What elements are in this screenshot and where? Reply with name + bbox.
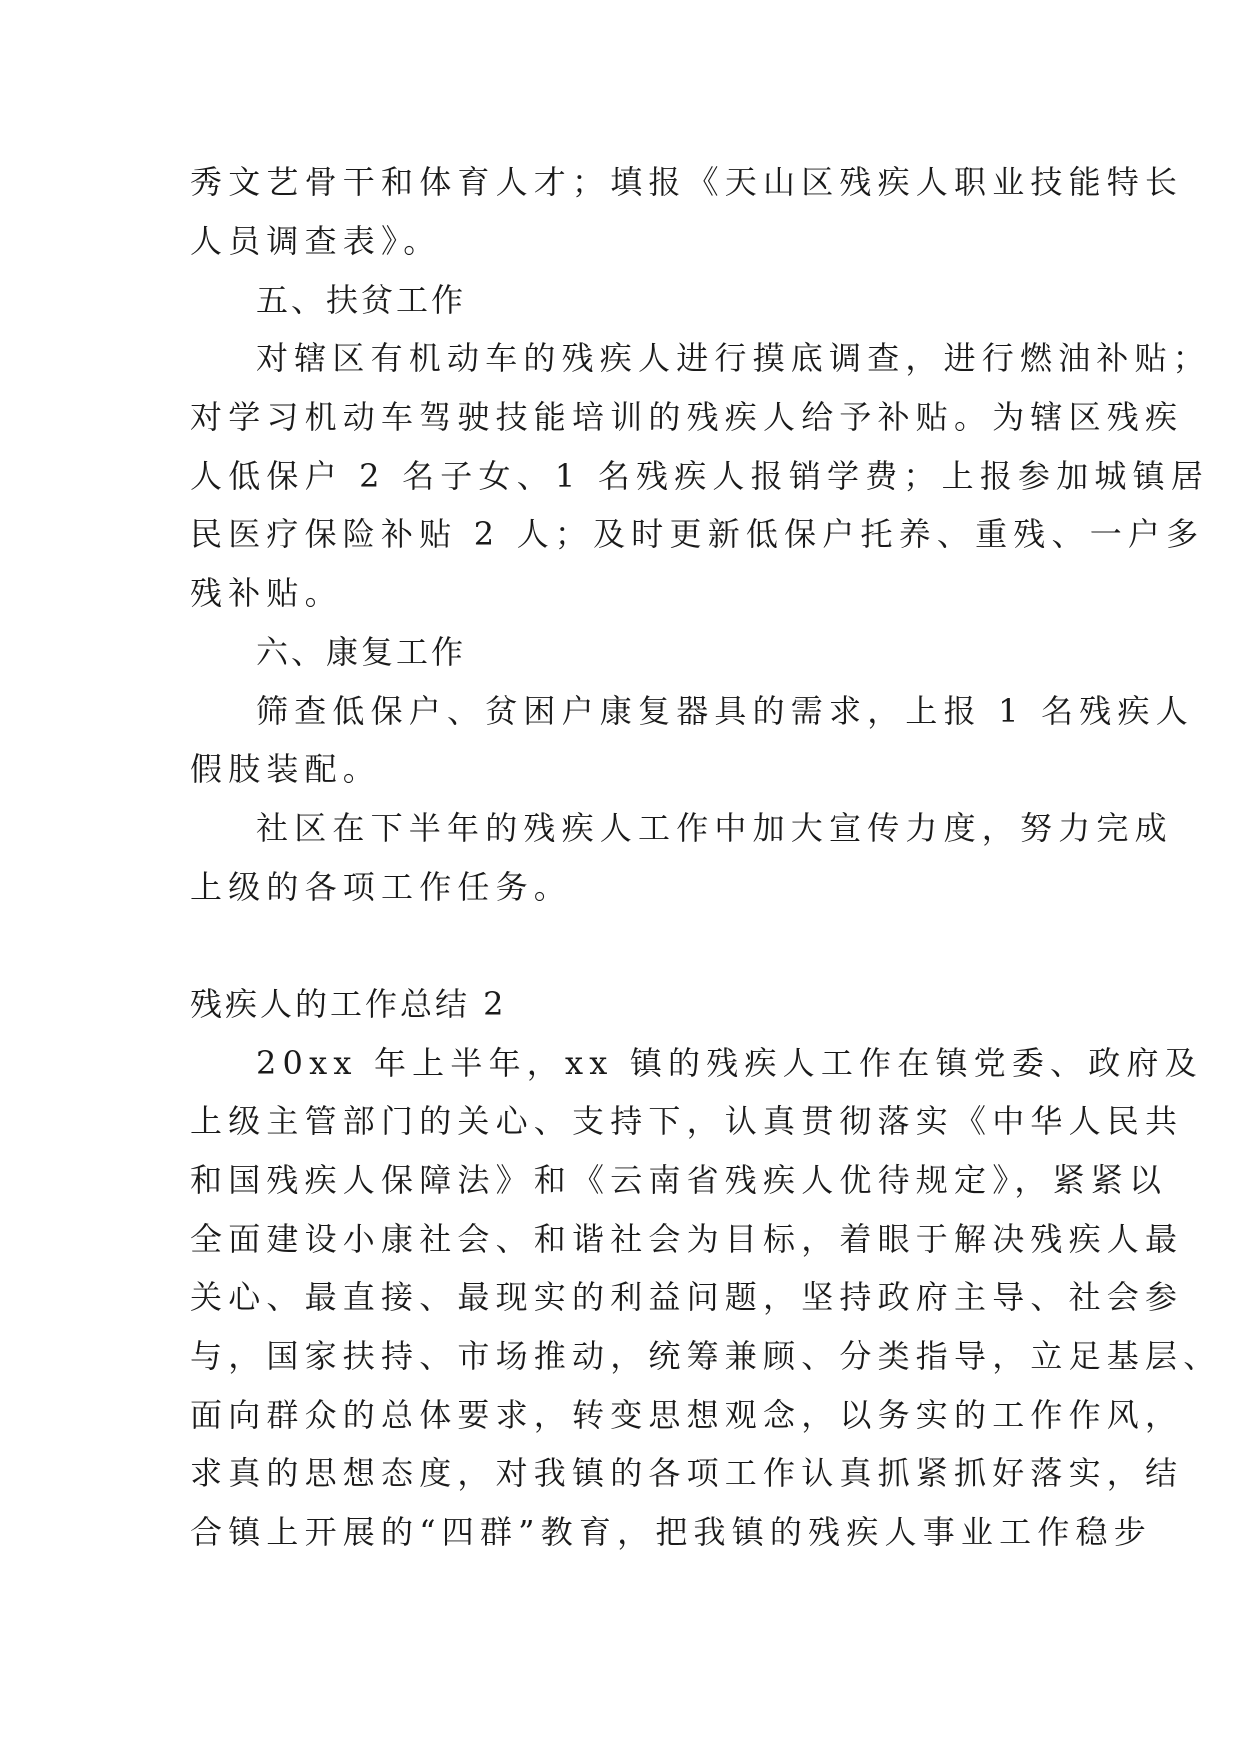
text-line: 民医疗保险补贴 2 人；及时更新低保户托养、重残、一户多	[190, 515, 1205, 553]
section-title: 残疾人的工作总结 2	[190, 985, 507, 1023]
section-heading: 五、扶贫工作	[256, 281, 467, 319]
text-line: 对辖区有机动车的残疾人进行摸底调查，进行燃油补贴；	[256, 339, 1212, 377]
text-line: 人低保户 2 名子女、1 名残疾人报销学费；上报参加城镇居	[190, 457, 1210, 495]
text-line: 求真的思想态度，对我镇的各项工作认真抓紧抓好落实，结	[190, 1454, 1184, 1492]
text-line: 上级的各项工作任务。	[190, 868, 573, 906]
section-heading: 六、康复工作	[256, 633, 467, 671]
text-line: 社区在下半年的残疾人工作中加大宣传力度，努力完成	[256, 809, 1173, 847]
text-line: 筛查低保户、贫困户康复器具的需求，上报 1 名残疾人	[256, 692, 1194, 730]
text-line: 全面建设小康社会、和谐社会为目标，着眼于解决残疾人最	[190, 1220, 1184, 1258]
text-line: 秀文艺骨干和体育人才；填报《天山区残疾人职业技能特长	[190, 163, 1184, 201]
text-line: 上级主管部门的关心、支持下，认真贯彻落实《中华人民共	[190, 1102, 1184, 1140]
text-line: 与，国家扶持、市场推动，统筹兼顾、分类指导，立足基层、	[190, 1337, 1222, 1375]
text-line: 对学习机动车驾驶技能培训的残疾人给予补贴。为辖区残疾	[190, 398, 1184, 436]
text-line: 关心、最直接、最现实的利益问题，坚持政府主导、社会参	[190, 1278, 1184, 1316]
text-line: 人员调查表》。	[190, 222, 442, 260]
text-line: 20xx 年上半年，xx 镇的残疾人工作在镇党委、政府及	[256, 1044, 1203, 1082]
text-line: 面向群众的总体要求，转变思想观念，以务实的工作作风，	[190, 1396, 1184, 1434]
text-line: 合镇上开展的“四群”教育，把我镇的残疾人事业工作稳步	[190, 1513, 1152, 1551]
text-line: 残补贴。	[190, 574, 343, 612]
text-line: 和国残疾人保障法》和《云南省残疾人优待规定》，紧紧以	[190, 1161, 1168, 1199]
text-line: 假肢装配。	[190, 750, 382, 788]
